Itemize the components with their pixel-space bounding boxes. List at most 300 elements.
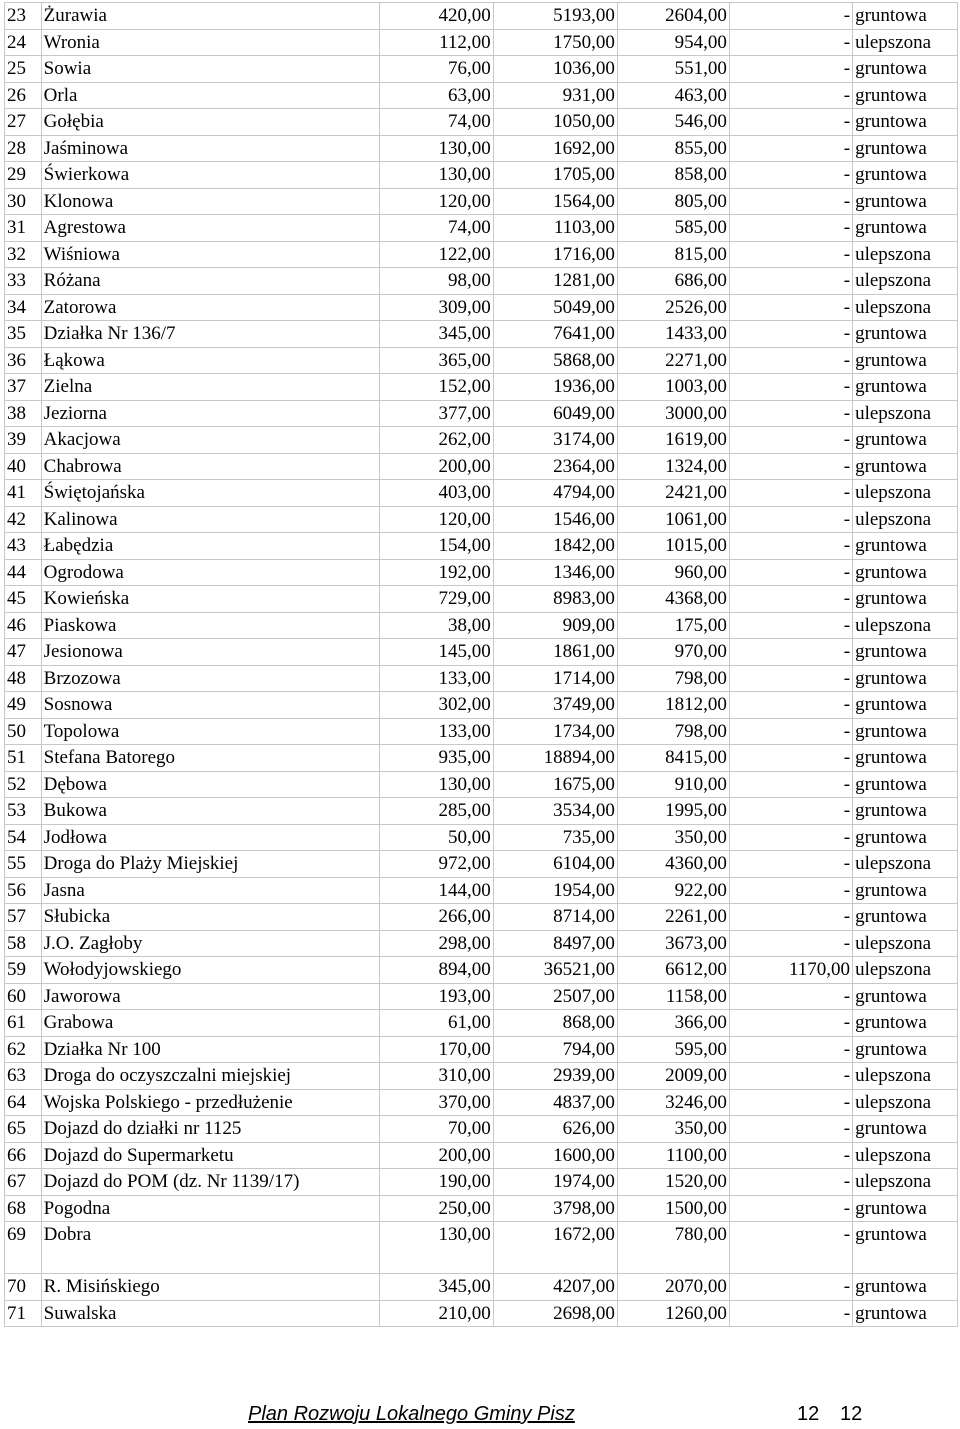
value-b-cell: 3534,00 [493, 798, 617, 825]
surface-type-cell: ulepszona [853, 851, 958, 878]
road-name-cell: Dojazd do działki nr 1125 [41, 1116, 379, 1143]
table-row [5, 851, 958, 878]
table-row [5, 877, 958, 904]
value-a-cell: 112,00 [379, 29, 493, 56]
value-a-cell: 144,00 [379, 877, 493, 904]
table-row [5, 135, 958, 162]
value-b-cell: 1050,00 [493, 109, 617, 136]
value-d-cell: - [729, 135, 852, 162]
value-a-cell: 50,00 [379, 824, 493, 851]
road-name-cell: Chabrowa [41, 453, 379, 480]
row-number-cell: 49 [5, 692, 42, 719]
value-d-cell: - [729, 188, 852, 215]
value-d-cell: - [729, 1195, 852, 1222]
roads-table-body [5, 3, 958, 1327]
table-row [5, 1010, 958, 1037]
value-c-cell: 2526,00 [617, 294, 729, 321]
road-name-cell: Jaśminowa [41, 135, 379, 162]
road-name-cell: Jesionowa [41, 639, 379, 666]
surface-type-cell: gruntowa [853, 453, 958, 480]
road-name-cell: Akacjowa [41, 427, 379, 454]
row-number-cell: 68 [5, 1195, 42, 1222]
surface-type-cell: ulepszona [853, 1142, 958, 1169]
road-name-cell: Żurawia [41, 3, 379, 30]
row-number-cell: 30 [5, 188, 42, 215]
value-b-cell: 6104,00 [493, 851, 617, 878]
table-row [5, 1116, 958, 1143]
row-number-cell: 34 [5, 294, 42, 321]
table-row [5, 533, 958, 560]
surface-type-cell: gruntowa [853, 824, 958, 851]
surface-type-cell: gruntowa [853, 1036, 958, 1063]
value-c-cell: 350,00 [617, 824, 729, 851]
value-a-cell: 345,00 [379, 1274, 493, 1301]
value-c-cell: 4360,00 [617, 851, 729, 878]
value-c-cell: 686,00 [617, 268, 729, 295]
value-c-cell: 1812,00 [617, 692, 729, 719]
row-number-cell: 56 [5, 877, 42, 904]
row-number-cell: 53 [5, 798, 42, 825]
row-number-cell: 28 [5, 135, 42, 162]
road-name-cell: Słubicka [41, 904, 379, 931]
value-b-cell: 1716,00 [493, 241, 617, 268]
surface-type-cell: gruntowa [853, 877, 958, 904]
table-row [5, 904, 958, 931]
value-d-cell: - [729, 771, 852, 798]
value-b-cell: 4794,00 [493, 480, 617, 507]
table-row [5, 294, 958, 321]
value-b-cell: 1734,00 [493, 718, 617, 745]
table-row [5, 983, 958, 1010]
surface-type-cell: gruntowa [853, 374, 958, 401]
value-d-cell: - [729, 983, 852, 1010]
surface-type-cell: ulepszona [853, 400, 958, 427]
page-footer [0, 1403, 960, 1427]
row-number-cell: 55 [5, 851, 42, 878]
table-row [5, 215, 958, 242]
road-name-cell: Stefana Batorego [41, 745, 379, 772]
road-name-cell: Jaworowa [41, 983, 379, 1010]
value-c-cell: 6612,00 [617, 957, 729, 984]
table-row [5, 427, 958, 454]
table-row [5, 771, 958, 798]
value-d-cell: - [729, 1036, 852, 1063]
value-b-cell: 1954,00 [493, 877, 617, 904]
surface-type-cell: gruntowa [853, 3, 958, 30]
table-row [5, 241, 958, 268]
road-name-cell: Piaskowa [41, 612, 379, 639]
row-number-cell: 33 [5, 268, 42, 295]
road-name-cell: Dojazd do POM (dz. Nr 1139/17) [41, 1169, 379, 1196]
value-a-cell: 200,00 [379, 1142, 493, 1169]
footer-title: Plan Rozwoju Lokalnego Gminy Pisz [248, 1403, 575, 1425]
road-name-cell: Świerkowa [41, 162, 379, 189]
surface-type-cell: gruntowa [853, 665, 958, 692]
value-c-cell: 595,00 [617, 1036, 729, 1063]
value-b-cell: 1036,00 [493, 56, 617, 83]
value-c-cell: 1158,00 [617, 983, 729, 1010]
row-number-cell: 70 [5, 1274, 42, 1301]
row-number-cell: 31 [5, 215, 42, 242]
value-a-cell: 98,00 [379, 268, 493, 295]
value-a-cell: 154,00 [379, 533, 493, 560]
value-a-cell: 120,00 [379, 506, 493, 533]
value-d-cell: - [729, 347, 852, 374]
row-number-cell: 63 [5, 1063, 42, 1090]
road-name-cell: Działka Nr 100 [41, 1036, 379, 1063]
road-name-cell: Różana [41, 268, 379, 295]
roads-table [4, 2, 958, 1327]
value-c-cell: 2009,00 [617, 1063, 729, 1090]
value-c-cell: 2421,00 [617, 480, 729, 507]
value-c-cell: 1260,00 [617, 1300, 729, 1327]
value-a-cell: 63,00 [379, 82, 493, 109]
value-a-cell: 170,00 [379, 1036, 493, 1063]
value-c-cell: 970,00 [617, 639, 729, 666]
value-c-cell: 1433,00 [617, 321, 729, 348]
surface-type-cell: gruntowa [853, 533, 958, 560]
road-name-cell: Jodłowa [41, 824, 379, 851]
surface-type-cell: gruntowa [853, 215, 958, 242]
value-a-cell: 403,00 [379, 480, 493, 507]
row-number-cell: 23 [5, 3, 42, 30]
row-number-cell: 40 [5, 453, 42, 480]
value-d-cell: - [729, 612, 852, 639]
row-number-cell: 50 [5, 718, 42, 745]
road-name-cell: Sowia [41, 56, 379, 83]
road-name-cell: Droga do Plaży Miejskiej [41, 851, 379, 878]
value-a-cell: 120,00 [379, 188, 493, 215]
value-b-cell: 6049,00 [493, 400, 617, 427]
value-c-cell: 546,00 [617, 109, 729, 136]
row-number-cell: 60 [5, 983, 42, 1010]
value-d-cell: - [729, 718, 852, 745]
table-row [5, 268, 958, 295]
value-a-cell: 130,00 [379, 1222, 493, 1274]
table-row [5, 1222, 958, 1274]
value-b-cell: 3798,00 [493, 1195, 617, 1222]
value-d-cell: - [729, 745, 852, 772]
road-name-cell: Jasna [41, 877, 379, 904]
row-number-cell: 37 [5, 374, 42, 401]
row-number-cell: 47 [5, 639, 42, 666]
surface-type-cell: gruntowa [853, 745, 958, 772]
road-name-cell: R. Misińskiego [41, 1274, 379, 1301]
value-c-cell: 350,00 [617, 1116, 729, 1143]
table-row [5, 559, 958, 586]
value-d-cell: - [729, 904, 852, 931]
row-number-cell: 26 [5, 82, 42, 109]
row-number-cell: 32 [5, 241, 42, 268]
value-b-cell: 2939,00 [493, 1063, 617, 1090]
row-number-cell: 38 [5, 400, 42, 427]
value-d-cell: - [729, 82, 852, 109]
value-b-cell: 3749,00 [493, 692, 617, 719]
road-name-cell: Topolowa [41, 718, 379, 745]
value-b-cell: 1564,00 [493, 188, 617, 215]
surface-type-cell: ulepszona [853, 930, 958, 957]
road-name-cell: Droga do oczyszczalni miejskiej [41, 1063, 379, 1090]
row-number-cell: 35 [5, 321, 42, 348]
table-row [5, 824, 958, 851]
value-b-cell: 4207,00 [493, 1274, 617, 1301]
road-name-cell: Pogodna [41, 1195, 379, 1222]
value-a-cell: 935,00 [379, 745, 493, 772]
value-d-cell: - [729, 665, 852, 692]
value-a-cell: 74,00 [379, 215, 493, 242]
road-name-cell: Jeziorna [41, 400, 379, 427]
value-b-cell: 1103,00 [493, 215, 617, 242]
value-c-cell: 3673,00 [617, 930, 729, 957]
value-a-cell: 152,00 [379, 374, 493, 401]
value-a-cell: 133,00 [379, 665, 493, 692]
value-c-cell: 798,00 [617, 718, 729, 745]
value-b-cell: 1546,00 [493, 506, 617, 533]
road-name-cell: Agrestowa [41, 215, 379, 242]
road-name-cell: Wołodyjowskiego [41, 957, 379, 984]
value-a-cell: 285,00 [379, 798, 493, 825]
surface-type-cell: gruntowa [853, 983, 958, 1010]
table-row [5, 798, 958, 825]
value-a-cell: 420,00 [379, 3, 493, 30]
value-a-cell: 193,00 [379, 983, 493, 1010]
table-row [5, 745, 958, 772]
row-number-cell: 43 [5, 533, 42, 560]
row-number-cell: 58 [5, 930, 42, 957]
surface-type-cell: gruntowa [853, 56, 958, 83]
value-c-cell: 1995,00 [617, 798, 729, 825]
value-b-cell: 1974,00 [493, 1169, 617, 1196]
value-a-cell: 190,00 [379, 1169, 493, 1196]
footer-page-number: 12 [797, 1403, 820, 1425]
value-d-cell: - [729, 692, 852, 719]
value-b-cell: 4837,00 [493, 1089, 617, 1116]
footer-page-number-total: 12 [840, 1403, 863, 1425]
surface-type-cell: gruntowa [853, 771, 958, 798]
road-name-cell: Kowieńska [41, 586, 379, 613]
value-a-cell: 309,00 [379, 294, 493, 321]
table-row [5, 586, 958, 613]
road-name-cell: Łąkowa [41, 347, 379, 374]
table-row [5, 612, 958, 639]
row-number-cell: 24 [5, 29, 42, 56]
surface-type-cell: ulepszona [853, 294, 958, 321]
value-d-cell: - [729, 400, 852, 427]
surface-type-cell: gruntowa [853, 639, 958, 666]
value-b-cell: 1281,00 [493, 268, 617, 295]
value-c-cell: 2261,00 [617, 904, 729, 931]
surface-type-cell: gruntowa [853, 135, 958, 162]
road-name-cell: Dojazd do Supermarketu [41, 1142, 379, 1169]
value-b-cell: 1842,00 [493, 533, 617, 560]
road-name-cell: Ogrodowa [41, 559, 379, 586]
value-b-cell: 1346,00 [493, 559, 617, 586]
surface-type-cell: gruntowa [853, 1222, 958, 1274]
surface-type-cell: gruntowa [853, 82, 958, 109]
value-a-cell: 266,00 [379, 904, 493, 931]
value-c-cell: 1324,00 [617, 453, 729, 480]
value-a-cell: 133,00 [379, 718, 493, 745]
surface-type-cell: ulepszona [853, 1169, 958, 1196]
surface-type-cell: gruntowa [853, 798, 958, 825]
value-c-cell: 855,00 [617, 135, 729, 162]
value-b-cell: 36521,00 [493, 957, 617, 984]
road-name-cell: Działka Nr 136/7 [41, 321, 379, 348]
surface-type-cell: gruntowa [853, 109, 958, 136]
row-number-cell: 62 [5, 1036, 42, 1063]
row-number-cell: 29 [5, 162, 42, 189]
row-number-cell: 65 [5, 1116, 42, 1143]
surface-type-cell: ulepszona [853, 506, 958, 533]
table-row [5, 480, 958, 507]
value-c-cell: 954,00 [617, 29, 729, 56]
row-number-cell: 67 [5, 1169, 42, 1196]
road-name-cell: J.O. Zagłoby [41, 930, 379, 957]
value-a-cell: 192,00 [379, 559, 493, 586]
row-number-cell: 42 [5, 506, 42, 533]
road-name-cell: Świętojańska [41, 480, 379, 507]
value-b-cell: 1705,00 [493, 162, 617, 189]
row-number-cell: 46 [5, 612, 42, 639]
row-number-cell: 66 [5, 1142, 42, 1169]
road-name-cell: Kalinowa [41, 506, 379, 533]
row-number-cell: 57 [5, 904, 42, 931]
value-d-cell: - [729, 162, 852, 189]
road-name-cell: Bukowa [41, 798, 379, 825]
value-b-cell: 8983,00 [493, 586, 617, 613]
surface-type-cell: gruntowa [853, 1116, 958, 1143]
surface-type-cell: gruntowa [853, 347, 958, 374]
table-row [5, 957, 958, 984]
value-c-cell: 960,00 [617, 559, 729, 586]
value-a-cell: 365,00 [379, 347, 493, 374]
value-a-cell: 302,00 [379, 692, 493, 719]
value-c-cell: 858,00 [617, 162, 729, 189]
table-row [5, 1142, 958, 1169]
value-b-cell: 626,00 [493, 1116, 617, 1143]
row-number-cell: 39 [5, 427, 42, 454]
surface-type-cell: gruntowa [853, 162, 958, 189]
surface-type-cell: gruntowa [853, 427, 958, 454]
value-a-cell: 250,00 [379, 1195, 493, 1222]
value-b-cell: 2698,00 [493, 1300, 617, 1327]
value-b-cell: 18894,00 [493, 745, 617, 772]
value-a-cell: 122,00 [379, 241, 493, 268]
value-d-cell: - [729, 241, 852, 268]
surface-type-cell: ulepszona [853, 957, 958, 984]
surface-type-cell: gruntowa [853, 559, 958, 586]
road-name-cell: Klonowa [41, 188, 379, 215]
value-b-cell: 8497,00 [493, 930, 617, 957]
road-name-cell: Dobra [41, 1222, 379, 1274]
row-number-cell: 48 [5, 665, 42, 692]
table-row [5, 1274, 958, 1301]
value-b-cell: 5868,00 [493, 347, 617, 374]
table-row [5, 3, 958, 30]
table-row [5, 374, 958, 401]
surface-type-cell: gruntowa [853, 1300, 958, 1327]
value-b-cell: 794,00 [493, 1036, 617, 1063]
road-name-cell: Orla [41, 82, 379, 109]
value-b-cell: 7641,00 [493, 321, 617, 348]
value-d-cell: - [729, 427, 852, 454]
table-row [5, 188, 958, 215]
value-a-cell: 894,00 [379, 957, 493, 984]
value-d-cell: - [729, 1142, 852, 1169]
value-a-cell: 130,00 [379, 135, 493, 162]
row-number-cell: 27 [5, 109, 42, 136]
value-d-cell: - [729, 294, 852, 321]
surface-type-cell: ulepszona [853, 1063, 958, 1090]
value-b-cell: 2507,00 [493, 983, 617, 1010]
table-row [5, 1089, 958, 1116]
surface-type-cell: gruntowa [853, 718, 958, 745]
value-a-cell: 145,00 [379, 639, 493, 666]
value-d-cell: - [729, 533, 852, 560]
surface-type-cell: ulepszona [853, 29, 958, 56]
row-number-cell: 52 [5, 771, 42, 798]
value-a-cell: 130,00 [379, 162, 493, 189]
value-a-cell: 210,00 [379, 1300, 493, 1327]
road-name-cell: Sosnowa [41, 692, 379, 719]
table-row [5, 162, 958, 189]
surface-type-cell: ulepszona [853, 612, 958, 639]
value-c-cell: 8415,00 [617, 745, 729, 772]
value-c-cell: 815,00 [617, 241, 729, 268]
value-d-cell: - [729, 877, 852, 904]
value-b-cell: 5193,00 [493, 3, 617, 30]
row-number-cell: 51 [5, 745, 42, 772]
value-c-cell: 780,00 [617, 1222, 729, 1274]
value-d-cell: - [729, 56, 852, 83]
value-d-cell: - [729, 824, 852, 851]
value-c-cell: 1061,00 [617, 506, 729, 533]
table-row [5, 56, 958, 83]
table-row [5, 453, 958, 480]
value-d-cell: - [729, 321, 852, 348]
value-a-cell: 370,00 [379, 1089, 493, 1116]
row-number-cell: 54 [5, 824, 42, 851]
road-name-cell: Suwalska [41, 1300, 379, 1327]
value-d-cell: - [729, 3, 852, 30]
surface-type-cell: ulepszona [853, 241, 958, 268]
surface-type-cell: ulepszona [853, 480, 958, 507]
row-number-cell: 71 [5, 1300, 42, 1327]
value-d-cell: - [729, 798, 852, 825]
value-b-cell: 931,00 [493, 82, 617, 109]
value-d-cell: - [729, 506, 852, 533]
value-d-cell: - [729, 1116, 852, 1143]
road-name-cell: Wronia [41, 29, 379, 56]
value-a-cell: 345,00 [379, 321, 493, 348]
row-number-cell: 69 [5, 1222, 42, 1274]
table-row [5, 400, 958, 427]
value-b-cell: 1672,00 [493, 1222, 617, 1274]
value-a-cell: 298,00 [379, 930, 493, 957]
road-name-cell: Łabędzia [41, 533, 379, 560]
row-number-cell: 41 [5, 480, 42, 507]
value-c-cell: 4368,00 [617, 586, 729, 613]
value-c-cell: 3000,00 [617, 400, 729, 427]
value-a-cell: 310,00 [379, 1063, 493, 1090]
road-name-cell: Zielna [41, 374, 379, 401]
value-d-cell: - [729, 1300, 852, 1327]
value-b-cell: 5049,00 [493, 294, 617, 321]
road-name-cell: Wiśniowa [41, 241, 379, 268]
table-row [5, 639, 958, 666]
value-a-cell: 130,00 [379, 771, 493, 798]
value-a-cell: 377,00 [379, 400, 493, 427]
